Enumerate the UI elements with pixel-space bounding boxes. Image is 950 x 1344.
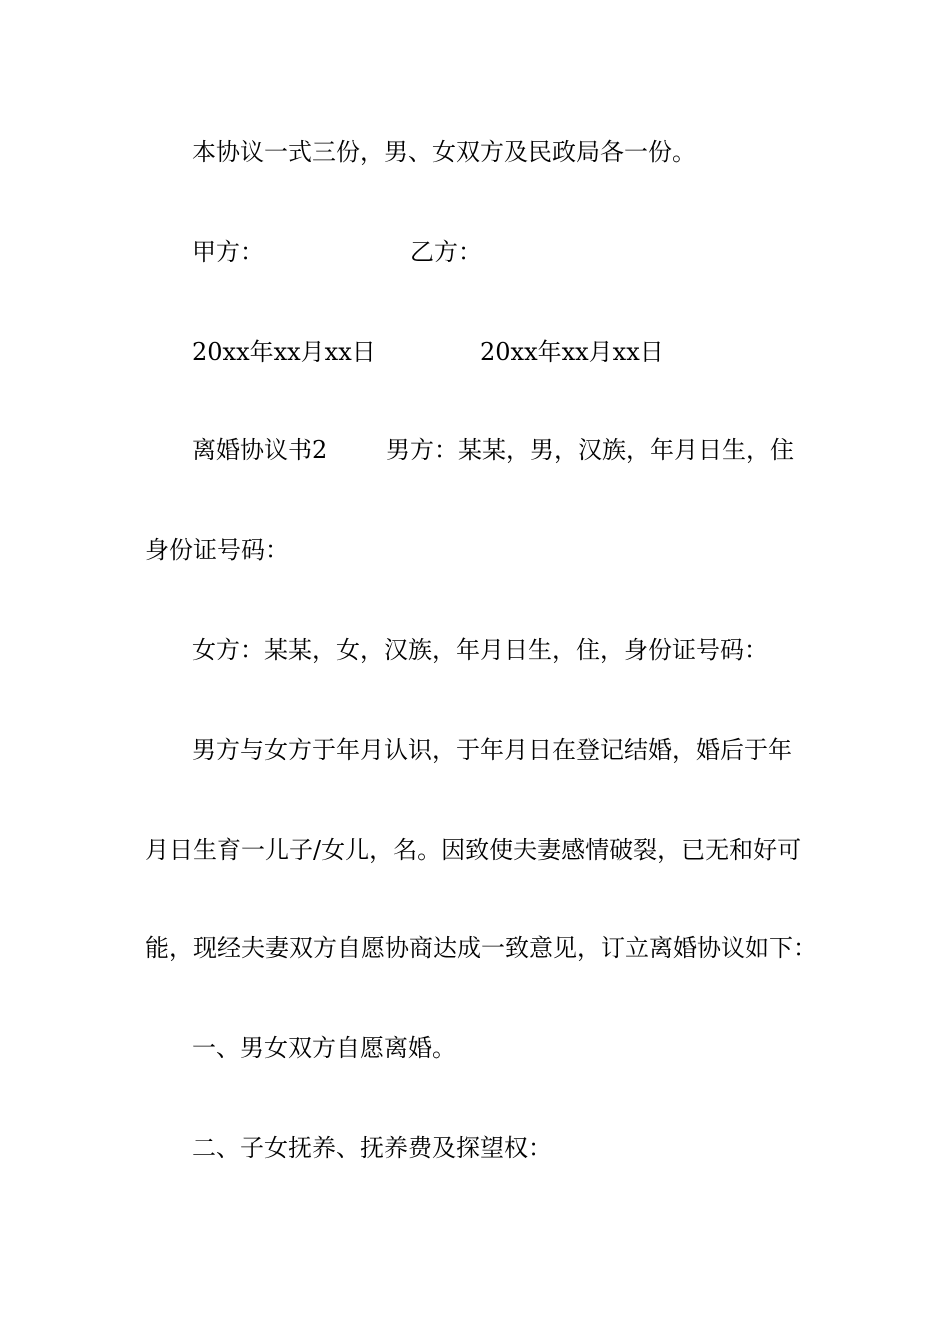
woman-intro-line: 女方：某某，女，汉族，年月日生，住，身份证号码：: [192, 636, 768, 664]
clause-2: 二、子女抚养、抚养费及探望权：: [192, 1134, 552, 1162]
paragraph-line: 男方与女方于年月认识，于年月日在登记结婚，婚后于年: [192, 736, 792, 764]
paragraph-line: 能，现经夫妻双方自愿协商达成一致意见，订立离婚协议如下：: [145, 934, 817, 962]
party-b-label: 乙方：: [410, 238, 482, 266]
party-b-date: 20xx年xx月xx日: [480, 338, 664, 366]
party-a-label: 甲方：: [192, 238, 264, 266]
party-a-date: 20xx年xx月xx日: [192, 338, 376, 366]
clause-1: 一、男女双方自愿离婚。: [192, 1034, 456, 1062]
paragraph-line: 月日生育一儿子/女儿，名。因致使夫妻感情破裂，已无和好可: [145, 836, 802, 864]
copies-line: 本协议一式三份，男、女双方及民政局各一份。: [192, 138, 696, 166]
man-id-line: 身份证号码：: [145, 536, 289, 564]
man-intro-line: 男方：某某，男，汉族，年月日生，住: [386, 436, 794, 464]
agreement-title-2: 离婚协议书2: [192, 436, 328, 464]
